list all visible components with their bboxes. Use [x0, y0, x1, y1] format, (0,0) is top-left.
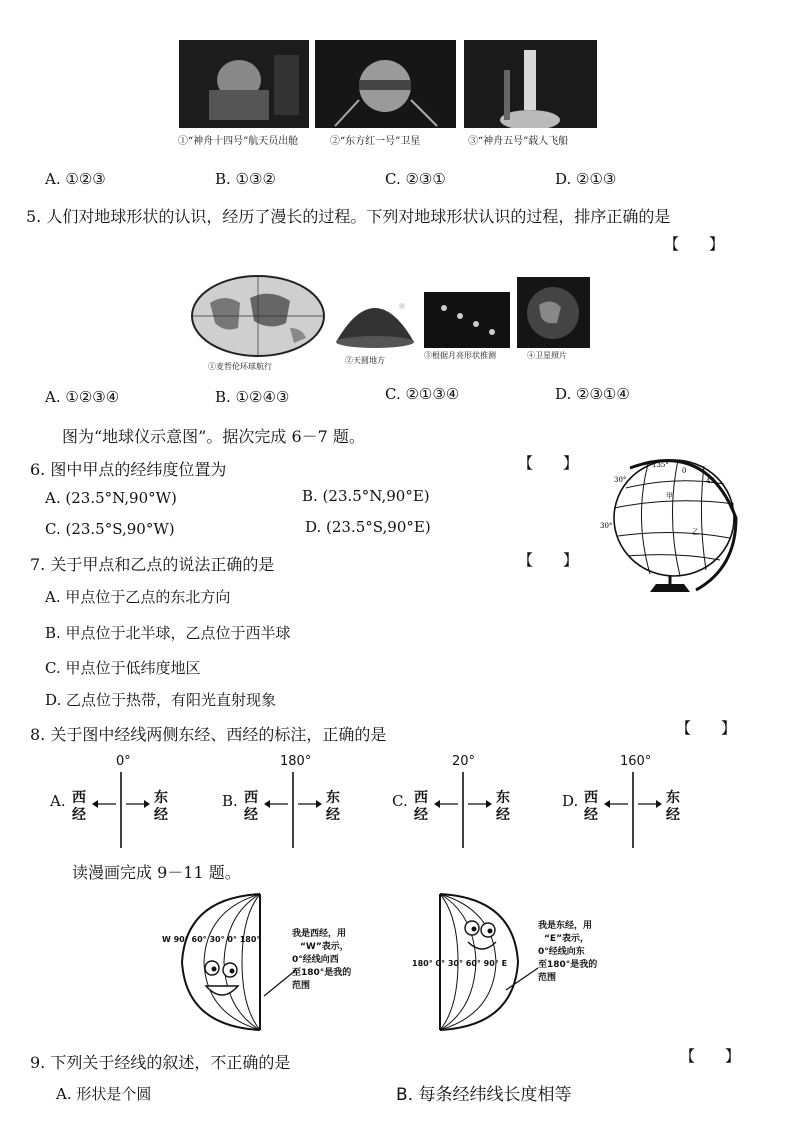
- meridian-d-left-label: 西 经: [584, 790, 598, 823]
- globe-point-jia: 甲: [666, 492, 673, 500]
- caption-satellite: ②“东方红一号”卫星: [330, 136, 421, 147]
- meridian-option-c: [392, 754, 532, 850]
- q4-option-d: D. ②①③: [555, 170, 617, 188]
- q7-option-c: C. 甲点位于低纬度地区: [45, 659, 201, 677]
- q5-stem: 5. 人们对地球形状的认识，经历了漫长的过程。下列对地球形状认识的过程，排序正确的是: [26, 207, 671, 226]
- meridian-b-left-label: 西 经: [244, 790, 258, 823]
- globe-label-135: 135°: [652, 461, 669, 469]
- meridian-option-d: [562, 754, 702, 850]
- caption-satellite-photo: ④卫星照片: [527, 351, 567, 360]
- caption-astronaut: ①“神舟十四号”航天员出舱: [178, 136, 299, 147]
- meridian-c-degree: 20°: [452, 754, 476, 769]
- west-bubble-line-3: 0°经线向西: [292, 955, 339, 965]
- q9-option-b: B. 每条经纬线长度相等: [396, 1085, 572, 1105]
- q9-stem: 9. 下列关于经线的叙述，不正确的是: [30, 1053, 291, 1072]
- image-satellite-photo: [517, 277, 590, 348]
- photo-dfh1-satellite: [315, 40, 456, 128]
- q6-stem: 6. 图中甲点的经纬度位置为: [30, 460, 227, 479]
- q9-option-a: A. 形状是个圆: [56, 1085, 152, 1103]
- q6-option-c: C. (23.5°S,90°W): [45, 520, 175, 538]
- east-bubble-line-5: 范围: [538, 973, 557, 983]
- comic-west-longitude: [160, 890, 370, 1035]
- q5-option-d: D. ②③①④: [555, 385, 630, 403]
- west-bubble-line-5: 范围: [292, 981, 311, 991]
- q4-option-b: B. ①③②: [215, 170, 276, 188]
- meridian-b-right-label: 东 经: [326, 790, 340, 823]
- q4-option-c: C. ②③①: [385, 170, 446, 188]
- meridian-option-a: [50, 754, 190, 850]
- earth-photo-image: [517, 277, 590, 348]
- east-bubble-line-3: 0°经线向东: [538, 947, 585, 957]
- intro-q6-7: 图为“地球仪示意图”。据次完成 6－7 题。: [62, 427, 365, 446]
- q5-answer-bracket: 【 】: [664, 235, 725, 253]
- meridian-c-right-label: 东 经: [496, 790, 510, 823]
- q7-stem: 7. 关于甲点和乙点的说法正确的是: [30, 555, 275, 574]
- meridian-d-degree: 160°: [620, 754, 652, 769]
- globe-svg: [596, 448, 746, 598]
- image-moon-phases: [424, 292, 510, 348]
- moon-image: [424, 292, 510, 348]
- astronaut-image: [179, 40, 309, 128]
- meridian-a-right-label: 东 经: [154, 790, 168, 823]
- meridian-a-left-label: 西 经: [72, 790, 86, 823]
- globe-label-30s: 30°: [600, 522, 613, 530]
- q8-answer-bracket: 【 】: [676, 719, 737, 737]
- globe-label-0: 0: [682, 467, 687, 475]
- image-round-heaven-square-earth: [332, 284, 418, 354]
- meridian-a-line: [90, 772, 152, 848]
- satellite-image: [315, 40, 456, 128]
- east-bubble-line-4: 至180°是我的: [538, 960, 598, 970]
- q7-option-d: D. 乙点位于热带，有阳光直射现象: [45, 691, 277, 709]
- meridian-c-line: [432, 772, 494, 848]
- q4-option-a: A. ①②③: [45, 170, 106, 188]
- q5-option-b: B. ①②④③: [215, 388, 290, 406]
- photo-astronaut-exit: [179, 40, 309, 128]
- caption-moon: ③根据月亮形状推测: [424, 351, 496, 360]
- globe-diagram: [596, 448, 746, 598]
- q6-option-d: D. (23.5°S,90°E): [305, 518, 431, 536]
- dome-image: [332, 284, 418, 354]
- photo-shenzhou5-launch: [464, 40, 597, 128]
- comic-east-longitude: [410, 890, 630, 1035]
- caption-magellan: ①麦哲伦环球航行: [208, 362, 272, 371]
- q6-option-a: A. (23.5°N,90°W): [45, 489, 177, 507]
- meridian-c-letter: C.: [392, 792, 408, 810]
- intro-q9-11: 读漫画完成 9－11 题。: [72, 863, 241, 882]
- meridian-option-b: [222, 754, 362, 850]
- meridian-d-line: [602, 772, 664, 848]
- meridian-a-degree: 0°: [116, 754, 131, 769]
- west-bubble-line-1: 我是西经，用: [292, 929, 347, 939]
- image-magellan-map: [190, 273, 326, 359]
- meridian-b-line: [262, 772, 324, 848]
- q6-option-b: B. (23.5°N,90°E): [302, 487, 430, 505]
- meridian-d-letter: D.: [562, 792, 579, 810]
- q6-answer-bracket: 【 】: [518, 454, 579, 472]
- meridian-d-right-label: 东 经: [666, 790, 680, 823]
- q7-option-a: A. 甲点位于乙点的东北方向: [45, 588, 231, 606]
- globe-label-45: 45: [706, 477, 715, 485]
- east-scale: 180° 0° 30° 60° 90° E: [412, 959, 508, 968]
- caption-dome: ②天圆地方: [345, 356, 385, 365]
- q7-answer-bracket: 【 】: [518, 551, 579, 569]
- q8-stem: 8. 关于图中经线两侧东经、西经的标注，正确的是: [30, 725, 387, 744]
- west-scale: W 90° 60° 30° 0° 180°: [162, 935, 261, 944]
- east-speech-pointer: [502, 960, 542, 1000]
- globe-point-yi: 乙: [692, 528, 699, 536]
- q5-option-a: A. ①②③④: [45, 388, 120, 406]
- west-bubble-line-4: 至180°是我的: [292, 968, 352, 978]
- west-bubble-line-2: “W”表示，: [300, 942, 349, 952]
- world-map-image: [190, 273, 326, 359]
- q9-answer-bracket: 【 】: [680, 1047, 741, 1065]
- meridian-b-letter: B.: [222, 792, 238, 810]
- q5-option-c: C. ②①③④: [385, 385, 460, 403]
- meridian-c-left-label: 西 经: [414, 790, 428, 823]
- east-bubble-line-2: “E”表示，: [544, 934, 589, 944]
- east-bubble-line-1: 我是东经，用: [538, 921, 593, 931]
- caption-rocket: ③“神舟五号”载人飞船: [468, 136, 569, 147]
- west-speech-pointer: [260, 962, 300, 1002]
- rocket-image: [464, 40, 597, 128]
- globe-label-30n: 30°: [614, 476, 627, 484]
- q7-option-b: B. 甲点位于北半球，乙点位于西半球: [45, 624, 291, 642]
- meridian-b-degree: 180°: [280, 754, 312, 769]
- meridian-a-letter: A.: [50, 792, 66, 810]
